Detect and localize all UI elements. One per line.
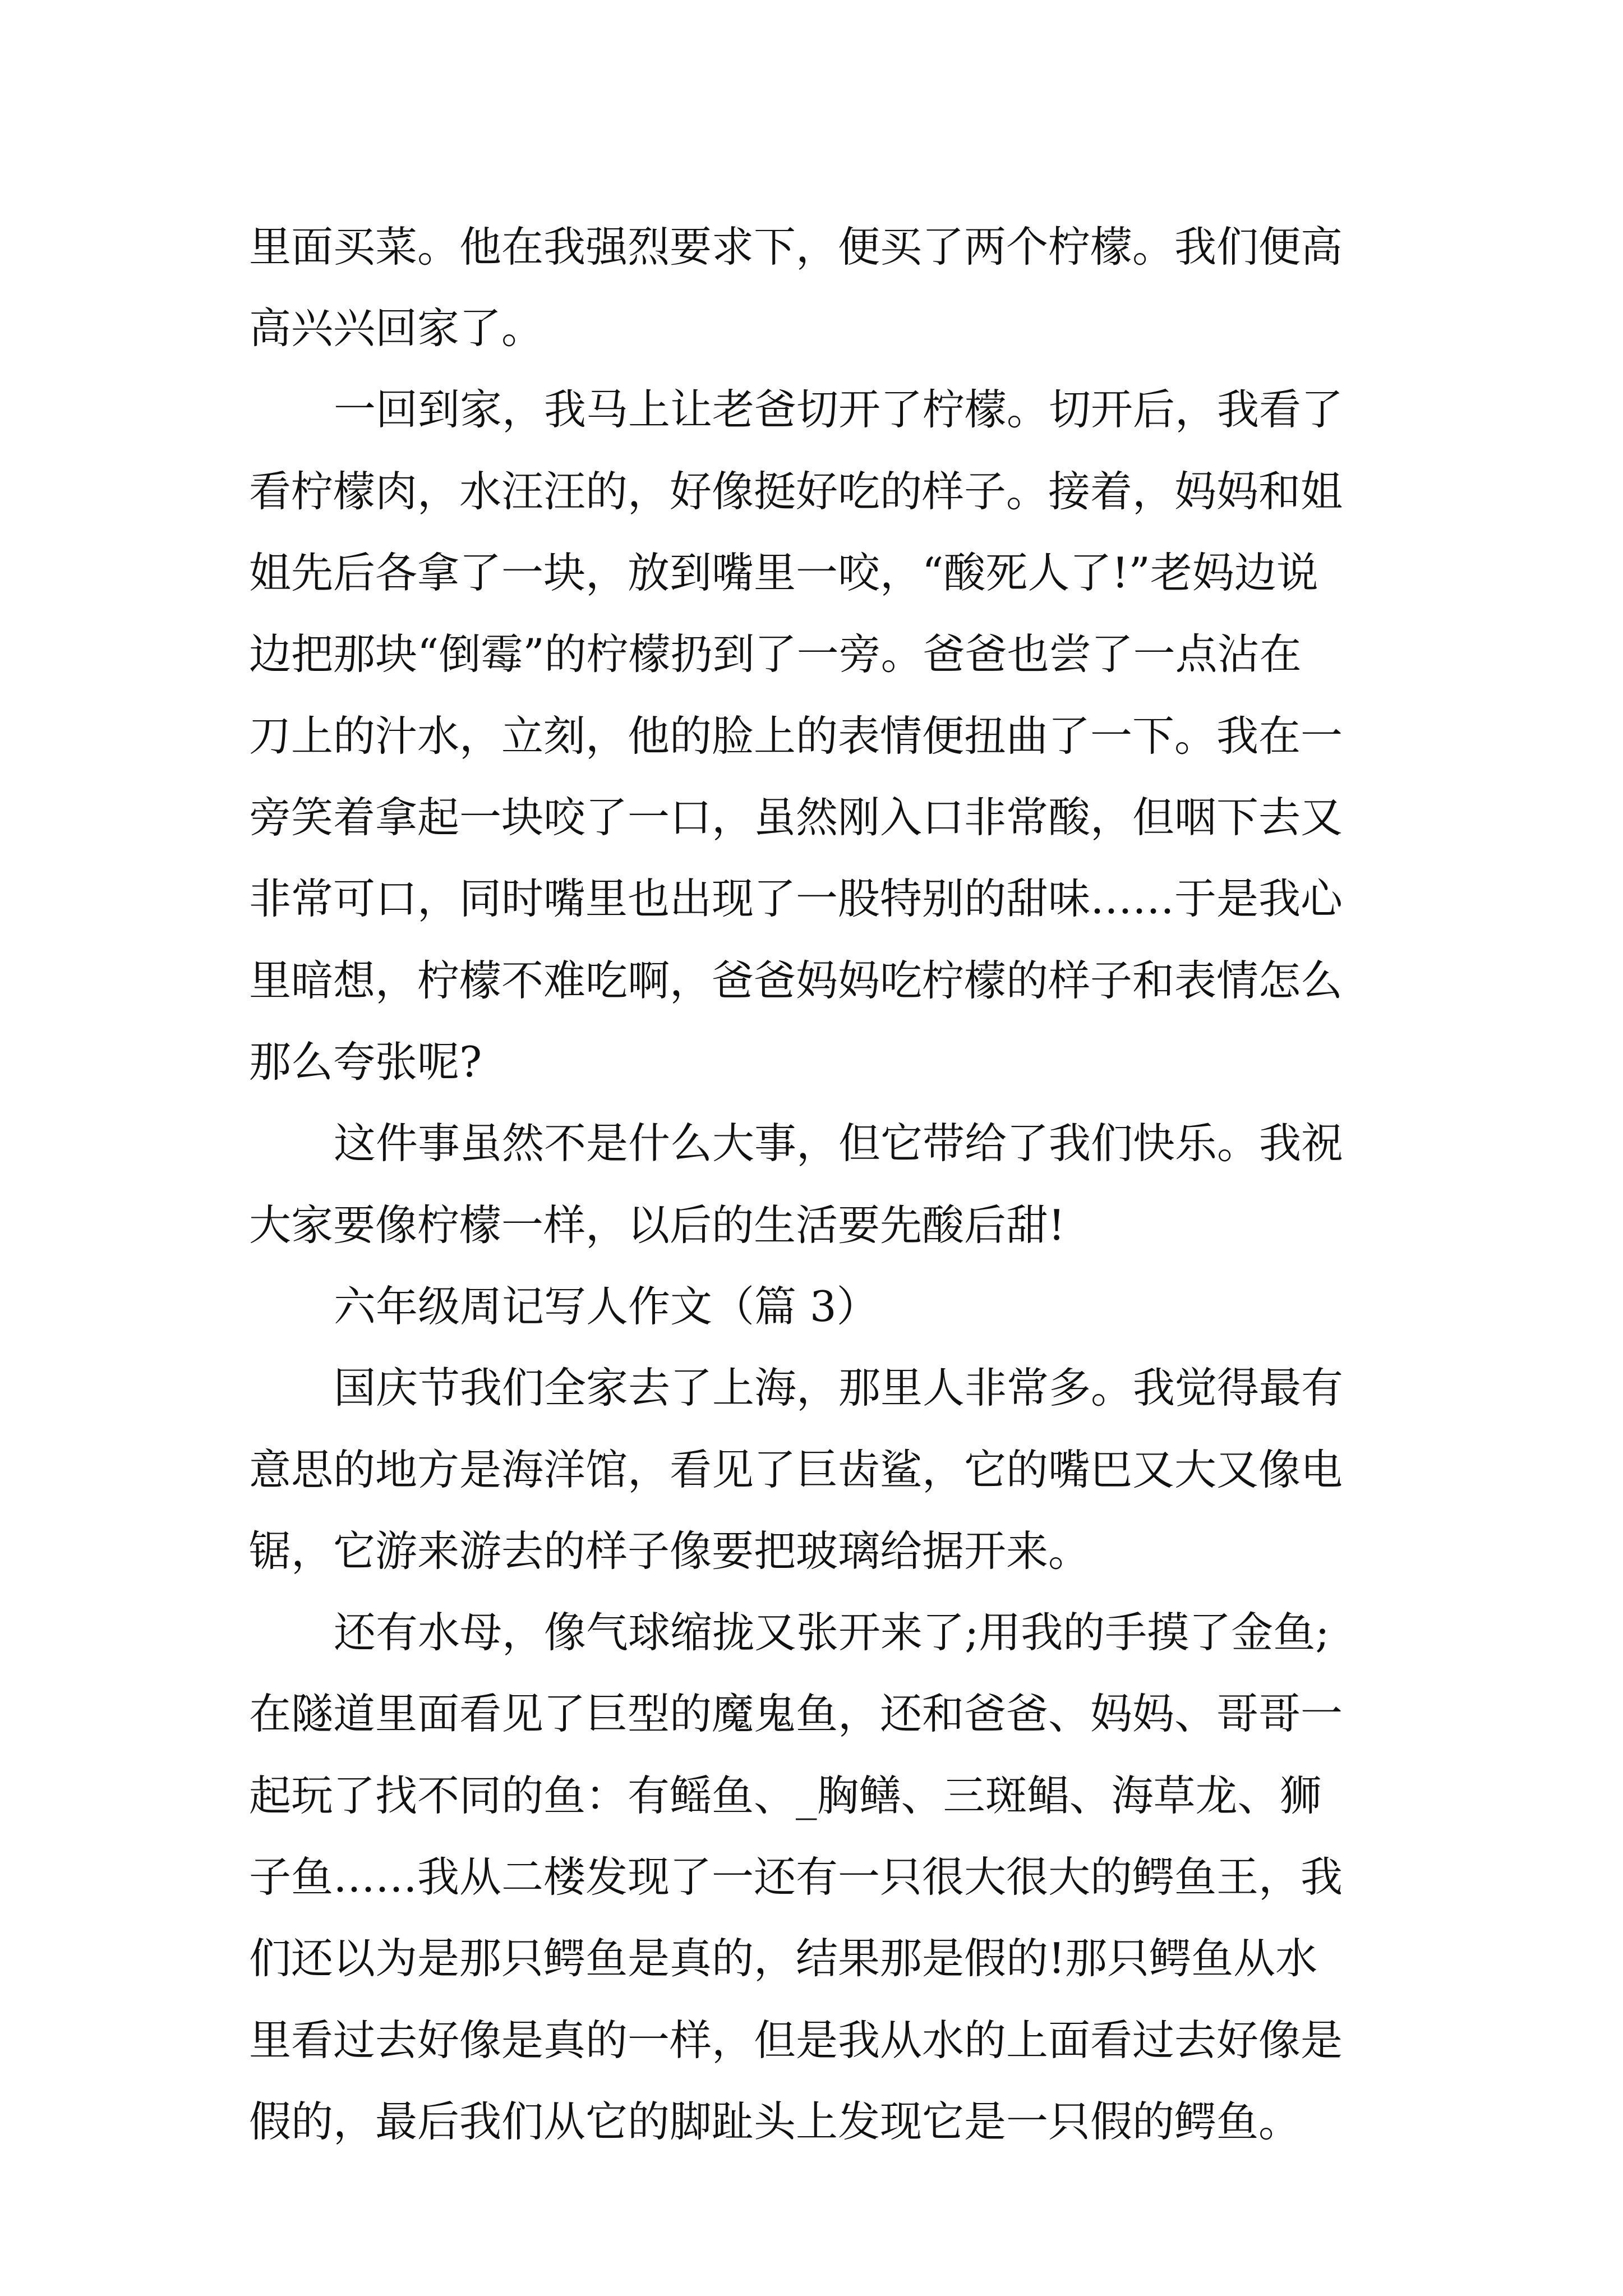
section-heading: 六年级周记写人作文（篇 3） [334, 1282, 879, 1331]
text-line: 旁笑着拿起一块咬了一口，虽然刚入口非常酸，但咽下去又 [249, 793, 1343, 842]
text-line: 子鱼……我从二楼发现了一还有一只很大很大的鳄鱼王，我 [249, 1852, 1343, 1902]
text-line: 高兴兴回家了。 [249, 303, 544, 353]
text-line: 起玩了找不同的鱼：有鳐鱼、_胸鳝、三斑鲳、海草龙、狮 [249, 1771, 1322, 1820]
text-line: 那么夸张呢? [249, 1037, 482, 1087]
text-line: 边把那块“倒霉”的柠檬扔到了一旁。爸爸也尝了一点沾在 [249, 629, 1302, 679]
text-line: 里面买菜。他在我强烈要求下，便买了两个柠檬。我们便高 [249, 222, 1343, 272]
text-line: 假的，最后我们从它的脚趾头上发现它是一只假的鳄鱼。 [249, 2097, 1301, 2146]
text-line: 大家要像柠檬一样，以后的生活要先酸后甜! [249, 1200, 1066, 1250]
text-line: 里暗想，柠檬不难吃啊，爸爸妈妈吃柠檬的样子和表情怎么 [249, 956, 1343, 1005]
text-line: 姐先后各拿了一块，放到嘴里一咬，“酸死人了!”老妈边说 [249, 548, 1318, 597]
text-line: 非常可口，同时嘴里也出现了一股特别的甜味……于是我心 [249, 874, 1343, 923]
text-line: 看柠檬肉，水汪汪的，好像挺好吃的样子。接着，妈妈和姐 [249, 467, 1343, 516]
text-line: 里看过去好像是真的一样，但是我从水的上面看过去好像是 [249, 2016, 1343, 2065]
text-line: 刀上的汁水，立刻，他的脸上的表情便扭曲了一下。我在一 [249, 711, 1343, 761]
text-line: 们还以为是那只鳄鱼是真的，结果那是假的!那只鳄鱼从水 [249, 1934, 1318, 1983]
paragraph-start-line: 一回到家，我马上让老爸切开了柠檬。切开后，我看了 [334, 385, 1344, 434]
paragraph-start-line: 国庆节我们全家去了上海，那里人非常多。我觉得最有 [334, 1363, 1344, 1412]
text-line: 锯，它游来游去的样子像要把玻璃给据开来。 [249, 1526, 1091, 1576]
text-line: 在隧道里面看见了巨型的魔鬼鱼，还和爸爸、妈妈、哥哥一 [249, 1689, 1343, 1738]
text-line: 意思的地方是海洋馆，看见了巨齿鲨，它的嘴巴又大又像电 [249, 1445, 1343, 1494]
paragraph-start-line: 这件事虽然不是什么大事，但它带给了我们快乐。我祝 [334, 1119, 1344, 1168]
paragraph-start-line: 还有水母，像气球缩拢又张开来了;用我的手摸了金鱼; [334, 1608, 1330, 1657]
